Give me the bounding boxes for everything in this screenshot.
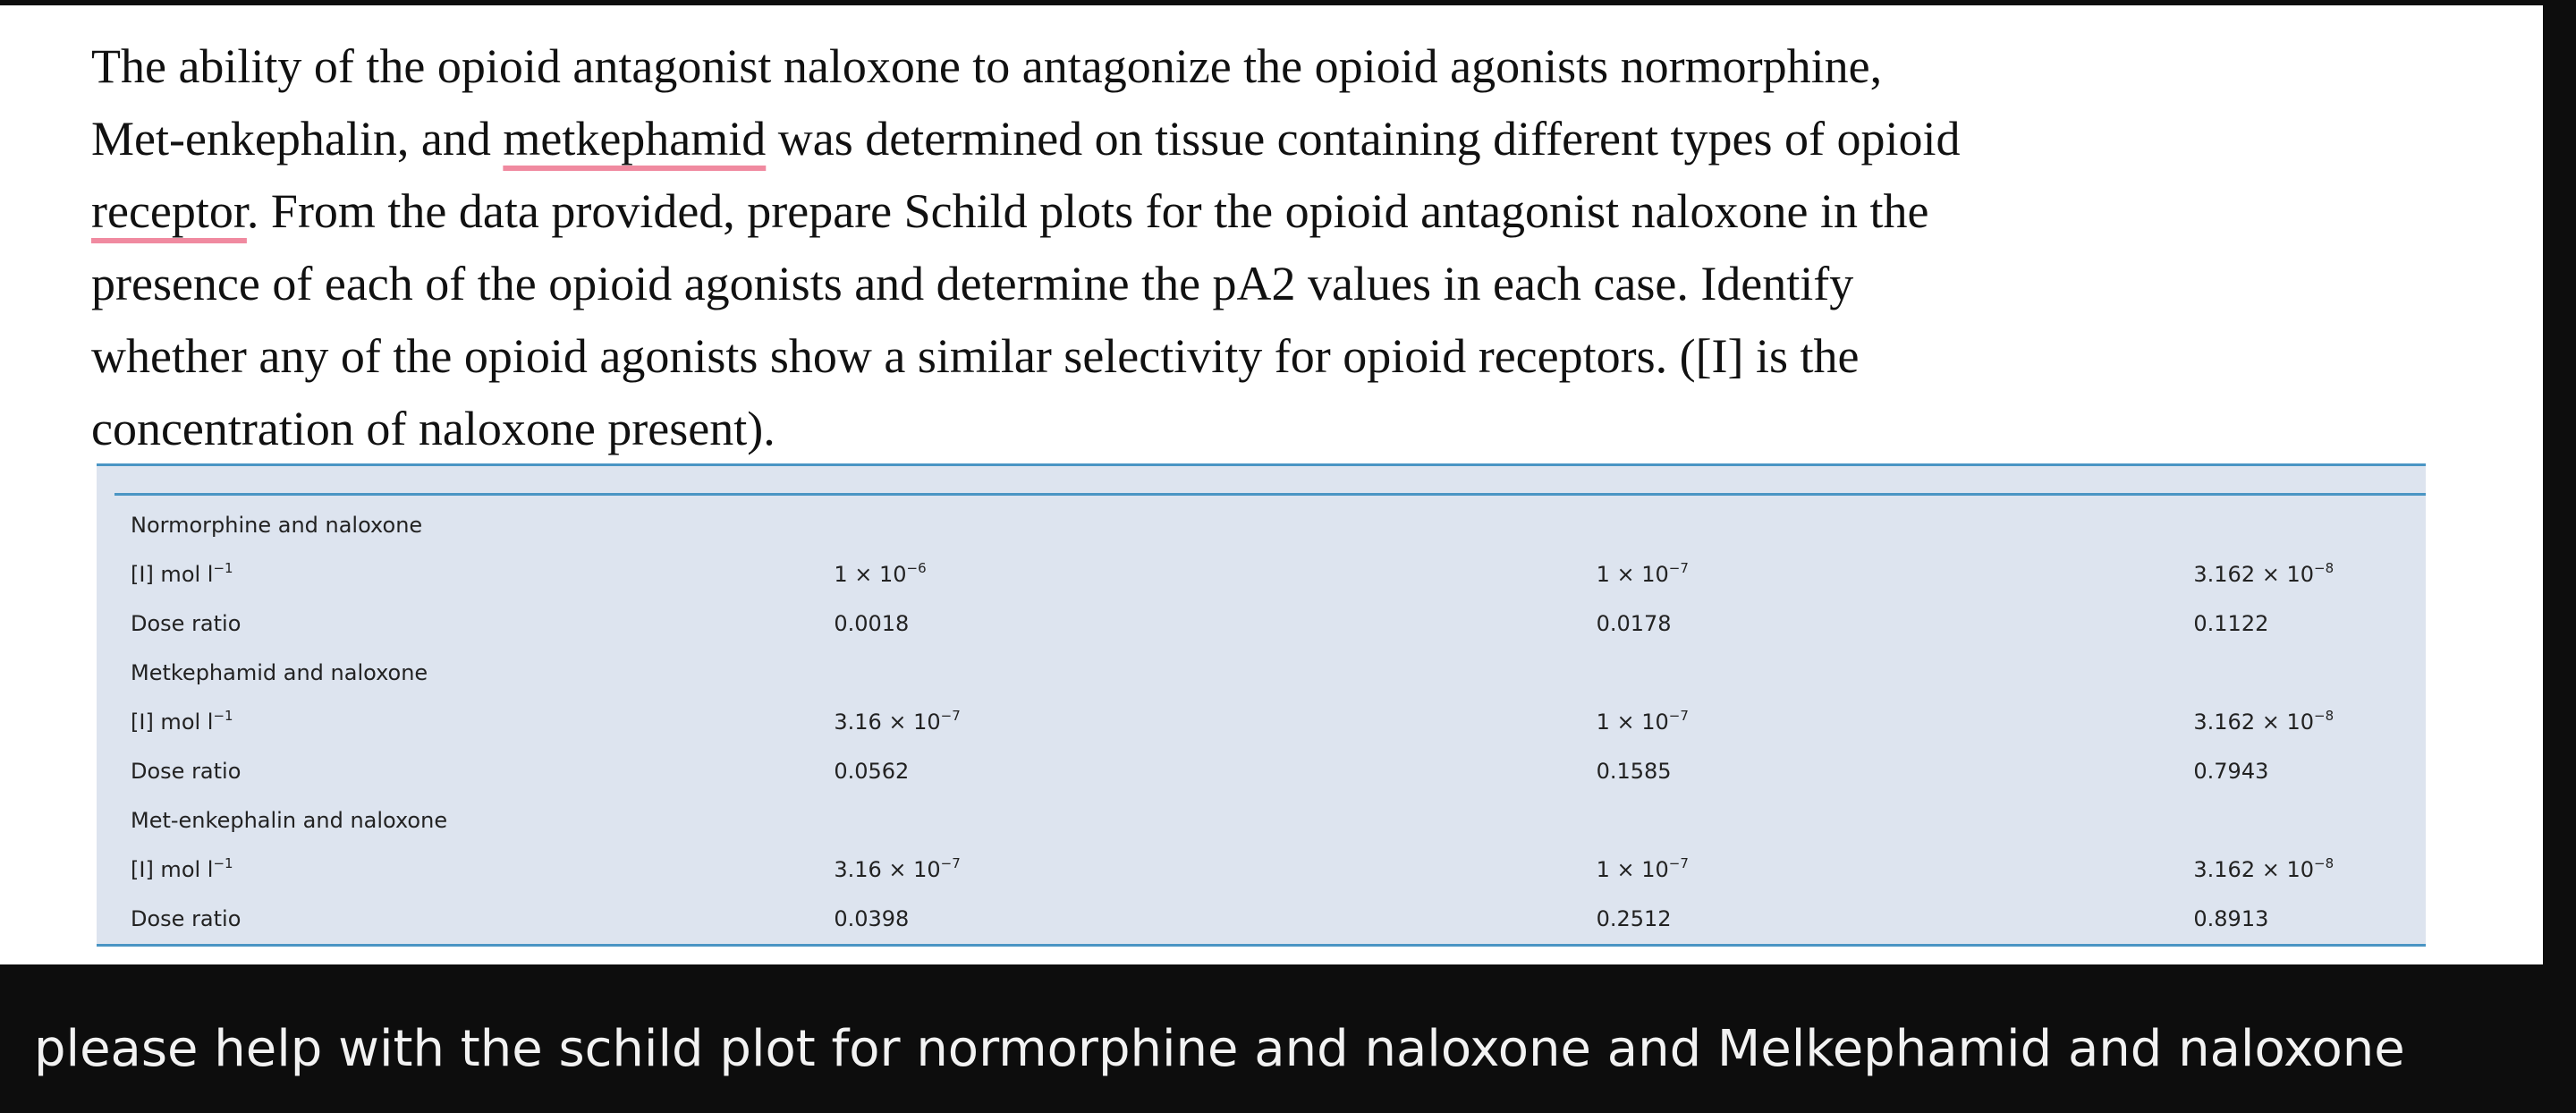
concentration-value-cell: [2193, 549, 2426, 599]
concentration-label: [I] mol l: [131, 709, 214, 735]
dose-ratio-value: 0.8913: [2193, 905, 2269, 931]
dose-ratio-value-cell: [1597, 894, 2194, 943]
question-text: [91, 30, 2238, 465]
section-heading: Met-enkephalin and naloxone: [131, 807, 448, 833]
data-table-panel: [97, 463, 2426, 947]
concentration-value-cell: [834, 549, 1596, 599]
section-heading-row: [131, 648, 2426, 697]
concentration-row: [131, 697, 2426, 746]
exponent: −7: [940, 854, 961, 871]
concentration-label-cell: [131, 549, 834, 599]
concentration-value-cell: [1597, 697, 2194, 746]
exponent: −1: [213, 854, 233, 871]
concentration-mantissa: 1 × 10: [834, 561, 907, 587]
section-heading-row: [131, 795, 2426, 845]
dose-ratio-value-cell: [834, 599, 1596, 648]
dose-ratio-value-cell: [834, 894, 1596, 943]
concentration-value-cell: [1597, 845, 2194, 894]
empty-cell: [2193, 795, 2426, 845]
exponent: −7: [1668, 559, 1689, 576]
exponent: −1: [213, 559, 233, 576]
concentration-mantissa: 1 × 10: [1596, 561, 1669, 587]
dose-ratio-value: 0.1585: [1596, 758, 1672, 784]
question-line: Met-enkephalin, and metkephamid was determined on tissue containing different types of opioid: [91, 112, 1961, 166]
section-heading-cell: [131, 795, 834, 845]
misspelled-word-metkephamid[interactable]: metkephamid: [503, 112, 767, 166]
dose-ratio-value: 0.0562: [834, 758, 910, 784]
section-heading: Metkephamid and naloxone: [131, 659, 428, 685]
dose-ratio-value-cell: [1597, 599, 2194, 648]
section-heading-cell: [131, 648, 834, 697]
concentration-mantissa: 1 × 10: [1596, 856, 1669, 882]
exponent: −7: [1668, 854, 1689, 871]
dose-ratio-value-cell: [2193, 599, 2426, 648]
dose-ratio-value: 0.0018: [834, 610, 910, 636]
schild-data-table: [131, 500, 2426, 943]
empty-cell: [1597, 500, 2194, 549]
dose-ratio-label-cell: [131, 894, 834, 943]
dose-ratio-row: [131, 746, 2426, 795]
concentration-mantissa: 3.162 × 10: [2193, 561, 2315, 587]
section-heading: Normorphine and naloxone: [131, 512, 423, 538]
dose-ratio-label: Dose ratio: [131, 905, 242, 931]
question-line: whether any of the opioid agonists show a similar selectivity for opioid receptors. ([I] is the: [91, 329, 1860, 383]
exponent: −8: [2314, 559, 2334, 576]
dose-ratio-value-cell: [1597, 746, 2194, 795]
exponent: −7: [1668, 707, 1689, 724]
empty-cell: [834, 795, 1596, 845]
dose-ratio-value-cell: [834, 746, 1596, 795]
question-line: The ability of the opioid antagonist naloxone to antagonize the opioid agonists normorphine,: [91, 39, 1883, 93]
dose-ratio-row: [131, 599, 2426, 648]
dose-ratio-row: [131, 894, 2426, 943]
dose-ratio-value-cell: [2193, 746, 2426, 795]
dose-ratio-label-cell: [131, 746, 834, 795]
empty-cell: [834, 648, 1596, 697]
empty-cell: [2193, 648, 2426, 697]
concentration-label-cell: [131, 697, 834, 746]
concentration-label-cell: [131, 845, 834, 894]
dose-ratio-value: 0.1122: [2193, 610, 2269, 636]
concentration-value-cell: [834, 697, 1596, 746]
exponent: −6: [906, 559, 927, 576]
concentration-mantissa: 3.162 × 10: [2193, 709, 2315, 735]
dose-ratio-value: 0.0178: [1596, 610, 1672, 636]
dose-ratio-label: Dose ratio: [131, 758, 242, 784]
concentration-value-cell: [834, 845, 1596, 894]
dose-ratio-value-cell: [2193, 894, 2426, 943]
concentration-mantissa: 1 × 10: [1596, 709, 1669, 735]
exponent: −8: [2314, 854, 2334, 871]
empty-cell: [1597, 795, 2194, 845]
section-heading-cell: [131, 500, 834, 549]
concentration-value-cell: [2193, 845, 2426, 894]
concentration-mantissa: 3.162 × 10: [2193, 856, 2315, 882]
concentration-mantissa: 3.16 × 10: [834, 709, 941, 735]
question-line: presence of each of the opioid agonists and determine the pA2 values in each case. Identify: [91, 257, 1854, 310]
question-line: receptor. From the data provided, prepare Schild plots for the opioid antagonist naloxone in the: [91, 184, 1929, 238]
section-heading-row: [131, 500, 2426, 549]
dose-ratio-value: 0.2512: [1596, 905, 1672, 931]
table-top-rule: [114, 493, 2426, 496]
concentration-row: [131, 549, 2426, 599]
dose-ratio-value: 0.0398: [834, 905, 910, 931]
dose-ratio-value: 0.7943: [2193, 758, 2269, 784]
question-card: [0, 5, 2543, 964]
concentration-value-cell: [1597, 549, 2194, 599]
empty-cell: [834, 500, 1596, 549]
empty-cell: [1597, 648, 2194, 697]
exponent: −1: [213, 707, 233, 724]
concentration-label: [I] mol l: [131, 561, 214, 587]
exponent: −7: [940, 707, 961, 724]
empty-cell: [2193, 500, 2426, 549]
concentration-value-cell: [2193, 697, 2426, 746]
user-request-text: please help with the schild plot for normorphine and naloxone and Melkephamid and naloxone: [34, 1020, 2405, 1078]
question-line: concentration of naloxone present).: [91, 402, 775, 455]
dose-ratio-label-cell: [131, 599, 834, 648]
exponent: −8: [2314, 707, 2334, 724]
concentration-label: [I] mol l: [131, 856, 214, 882]
concentration-row: [131, 845, 2426, 894]
misspelled-word-receptor[interactable]: receptor: [91, 184, 247, 238]
dose-ratio-label: Dose ratio: [131, 610, 242, 636]
concentration-mantissa: 3.16 × 10: [834, 856, 941, 882]
